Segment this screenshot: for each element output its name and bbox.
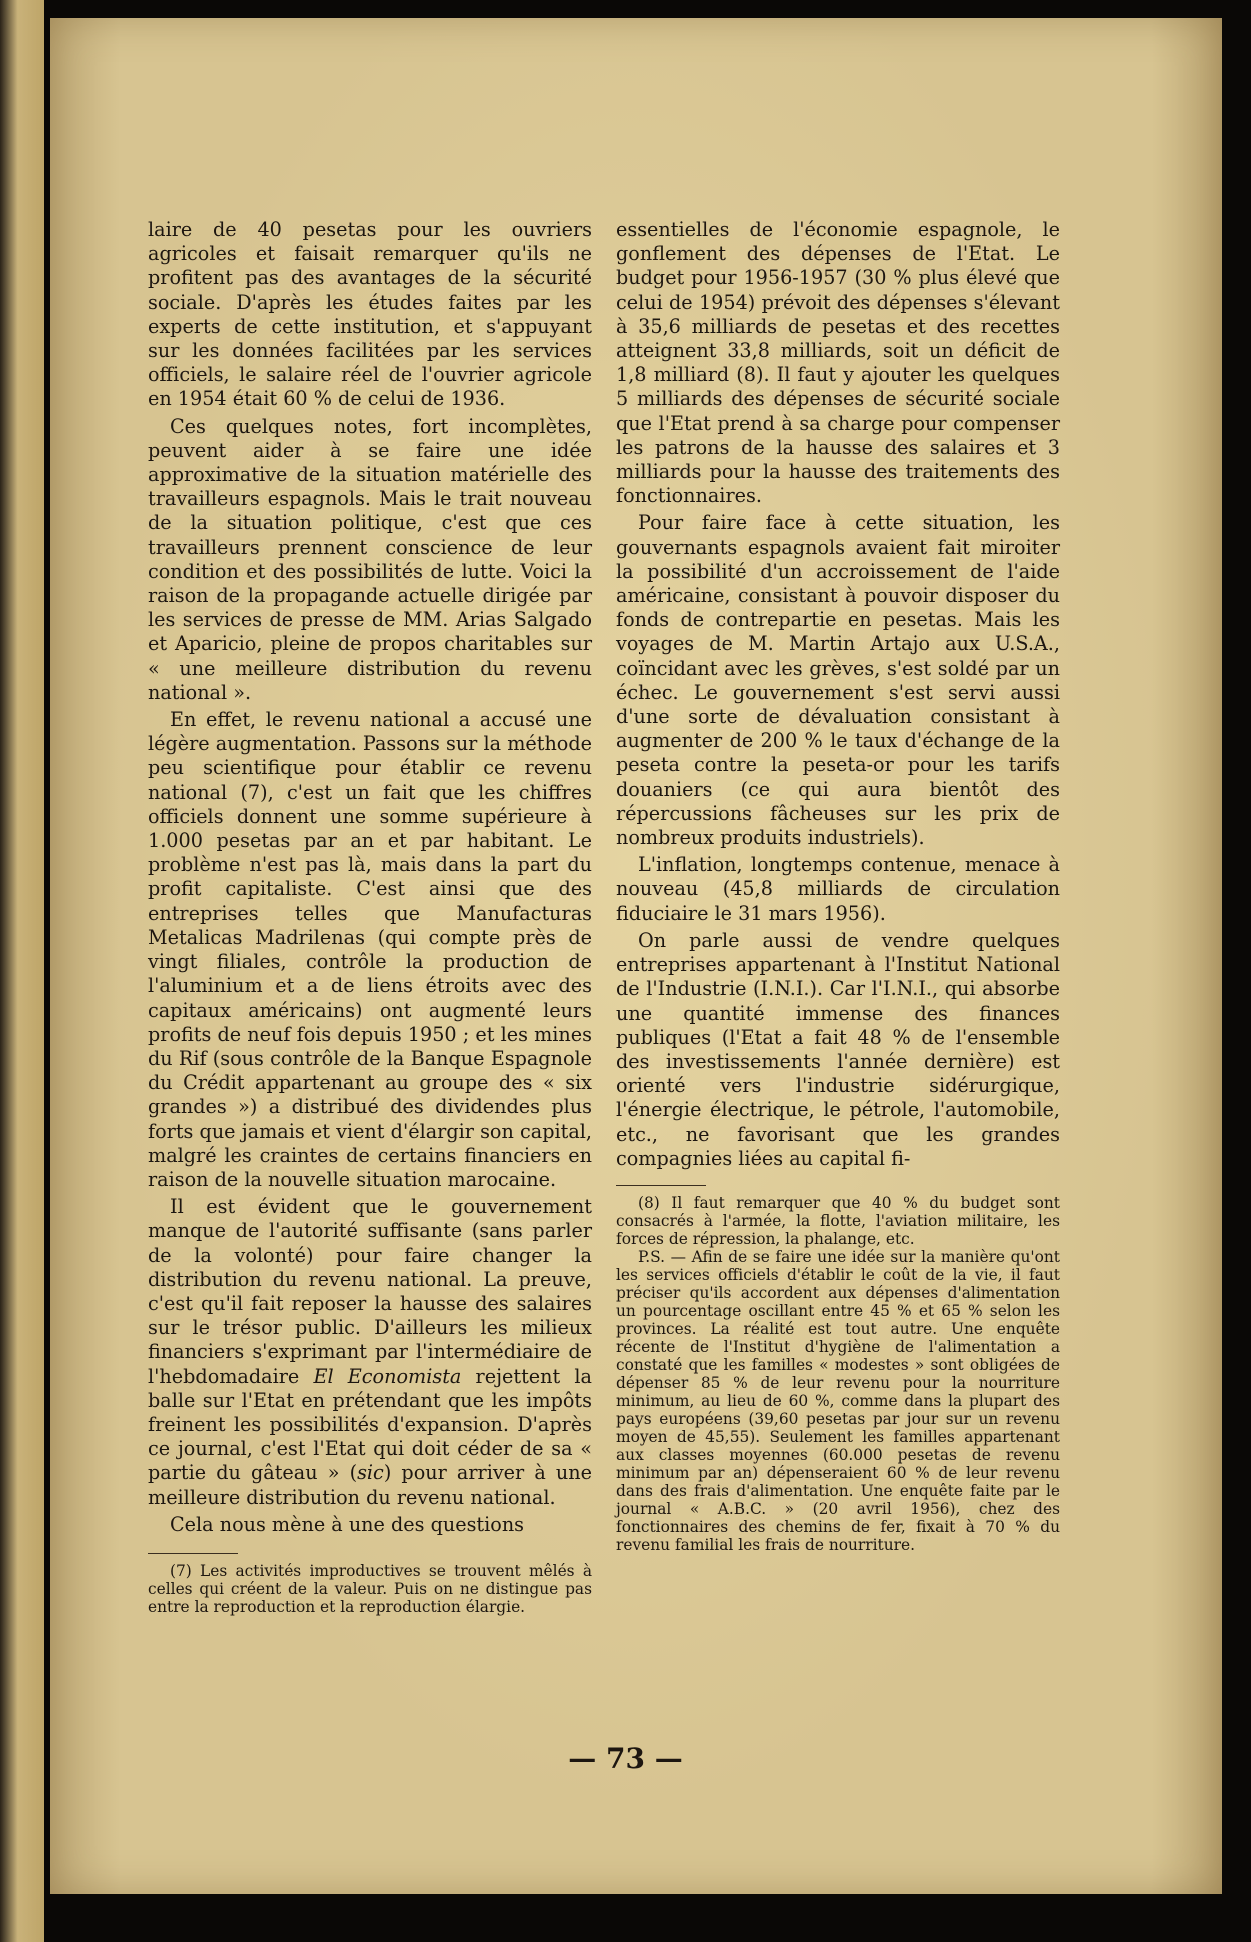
publication-title: El Economista [313,1364,462,1388]
book-spine-edge [0,0,44,1942]
sic-marker: sic [357,1461,384,1485]
paragraph [148,1195,592,1510]
postscript: P.S. — Afin de se faire une idée sur la manière qu'ont les services officiels d'établir le coût de la vie, il faut préciser qu'ils accordent aux dépenses d'alimentation un pourcentage oscillant entre 45 % et 65 % selon les provinces. La réalité est tout autre. Une enquête récente de l'Institut d'hygiène de l'alimentation a constaté que les familles « modestes » sont obligées de dépenser 85 % de leur revenu pour la nourriture minimum, au lieu de 60 %, comme dans la plupart des pays européens (39,60 pesetas par jour sur un revenu moyen de 45,55). Seulement les familles appartenant aux classes moyennes (60.000 pesetas de revenu minimum par an) dépenseraient 60 % de leur revenu dans des frais d'alimentation. Une enquête faite par le journal « A.B.C. » (20 avril 1956), chez des fonctionnaires des chemins de fer, fixait à 70 % du revenu familial les frais de nourriture. [616,1247,1060,1554]
paragraph-text: Il est évident que le gouvernement manque de l'autorité suffisante (sans parler de la volonté) pour faire changer la distribution du revenu national. La preuve, c'est qu'il fait reposer la hausse des salaires sur le trésor public. D'ailleurs les milieux financiers s'exprimant par l'intermédiaire de l'hebdomadaire [148,1195,592,1388]
paragraph: On parle aussi de vendre quelques entreprises appartenant à l'Institut National de l'Industrie (I.N.I.). Car l'I.N.I., qui absorbe une quantité immense des finances publiques (l'Etat a fait 48 % de l'ensemble des investissements l'année dernière) est orienté vers l'industrie sidérurgique, l'énergie électrique, le pétrole, l'automobile, etc., ne favorisant que les grandes compagnies liées au capital fi- [616,928,1060,1170]
footnote-7: (7) Les activités improductives se trouvent mêlés à celles qui créent de la valeur. Puis on ne distingue pas entre la reproduction et la reproduction élargie. [148,1561,592,1616]
right-column [616,218,1060,1554]
page-number: — 73 — [568,1742,683,1775]
paragraph: Cela nous mène à une des questions [170,1512,525,1536]
paragraph-text: rejettent la balle sur l'Etat en prétendant que les impôts freinent les possibilités d'expansion. D'après ce journal, c'est l'Etat qui doit céder de sa « partie du gâteau » ( [148,1364,592,1485]
paragraph: laire de 40 pesetas pour les ouvriers agricoles et faisait remarquer qu'ils ne profitent pas des avantages de la sécurité sociale. D'après les études faites par les experts de cette institution, et s'appuyant sur les données facilitées par les services officiels, le salaire réel de l'ouvrier agricole en 1954 était 60 % de celui de 1936. [148,218,592,411]
left-column [148,218,592,1616]
paragraph: essentielles de l'économie espagnole, le gonflement des dépenses de l'Etat. Le budget pour 1956-1957 (30 % plus élevé que celui de 1954) prévoit des dépenses s'élevant à 35,6 milliards de pesetas et des recettes atteignent 33,8 milliards, soit un déficit de 1,8 milliard (8). Il faut y ajouter les quelques 5 milliards des dépenses de sécurité sociale que l'Etat prend à sa charge pour compenser les patrons de la hausse des salaires et 3 milliards pour la hausse des traitements des fonctionnaires. [616,218,1060,508]
footnote-rule [148,1553,238,1554]
paragraph: L'inflation, longtemps contenue, menace à nouveau (45,8 milliards de circulation fiduciaire le 31 mars 1956). [616,853,1060,925]
paragraph-text: ) pour arriver à une meilleure distribution du revenu national. [148,1461,592,1509]
paragraph: Pour faire face à cette situation, les gouvernants espagnols avaient fait miroiter la possibilité d'un accroissement de l'aide américaine, consistant à pouvoir disposer du fonds de contrepartie en pesetas. Mais les voyages de M. Martin Artajo aux U.S.A., coïncidant avec les grèves, s'est soldé par un échec. Le gouvernement s'est servi aussi d'une sorte de dévaluation consistant à augmenter de 200 % le taux d'échange de la peseta contre la peseta-or pour les tarifs douaniers (ce qui aura bientôt des répercussions fâcheuses sur les prix de nombreux produits industriels). [616,511,1060,850]
paragraph: En effet, le revenu national a accusé une légère augmentation. Passons sur la méthode peu scientifique pour établir ce revenu national (7), c'est un fait que les chiffres officiels donnent une somme supérieure à 1.000 pesetas par an et par habitant. Le problème n'est pas là, mais dans la part du profit capitaliste. C'est ainsi que des entreprises telles que Manufacturas Metalicas Madrilenas (qui compte près de vingt filiales, contrôle la production de l'aluminium et a de liens étroits avec des capitaux américains) ont augmenté leurs profits de neuf fois depuis 1950 ; et les mines du Rif (sous contrôle de la Banque Espagnole du Crédit appartenant au groupe des « six grandes ») a distribué des dividendes plus forts que jamais et vient d'élargir son capital, malgré les craintes de certains financiers en raison de la nouvelle situation marocaine. [148,708,592,1191]
footnote-8: (8) Il faut remarquer que 40 % du budget sont consacrés à l'armée, la flotte, l'aviation militaire, les forces de répression, la phalange, etc. [616,1193,1060,1248]
paragraph: Ces quelques notes, fort incomplètes, peuvent aider à se faire une idée approximative de la situation matérielle des travailleurs espagnols. Mais le trait nouveau de la situation politique, c'est que ces travailleurs prennent conscience de leur condition et des possibilités de lutte. Voici la raison de la propagande actuelle dirigée par les services de presse de MM. Arias Salgado et Aparicio, pleine de propos charitables sur « une meilleure distribution du revenu national ». [148,414,592,704]
footnote-rule [616,1185,706,1186]
